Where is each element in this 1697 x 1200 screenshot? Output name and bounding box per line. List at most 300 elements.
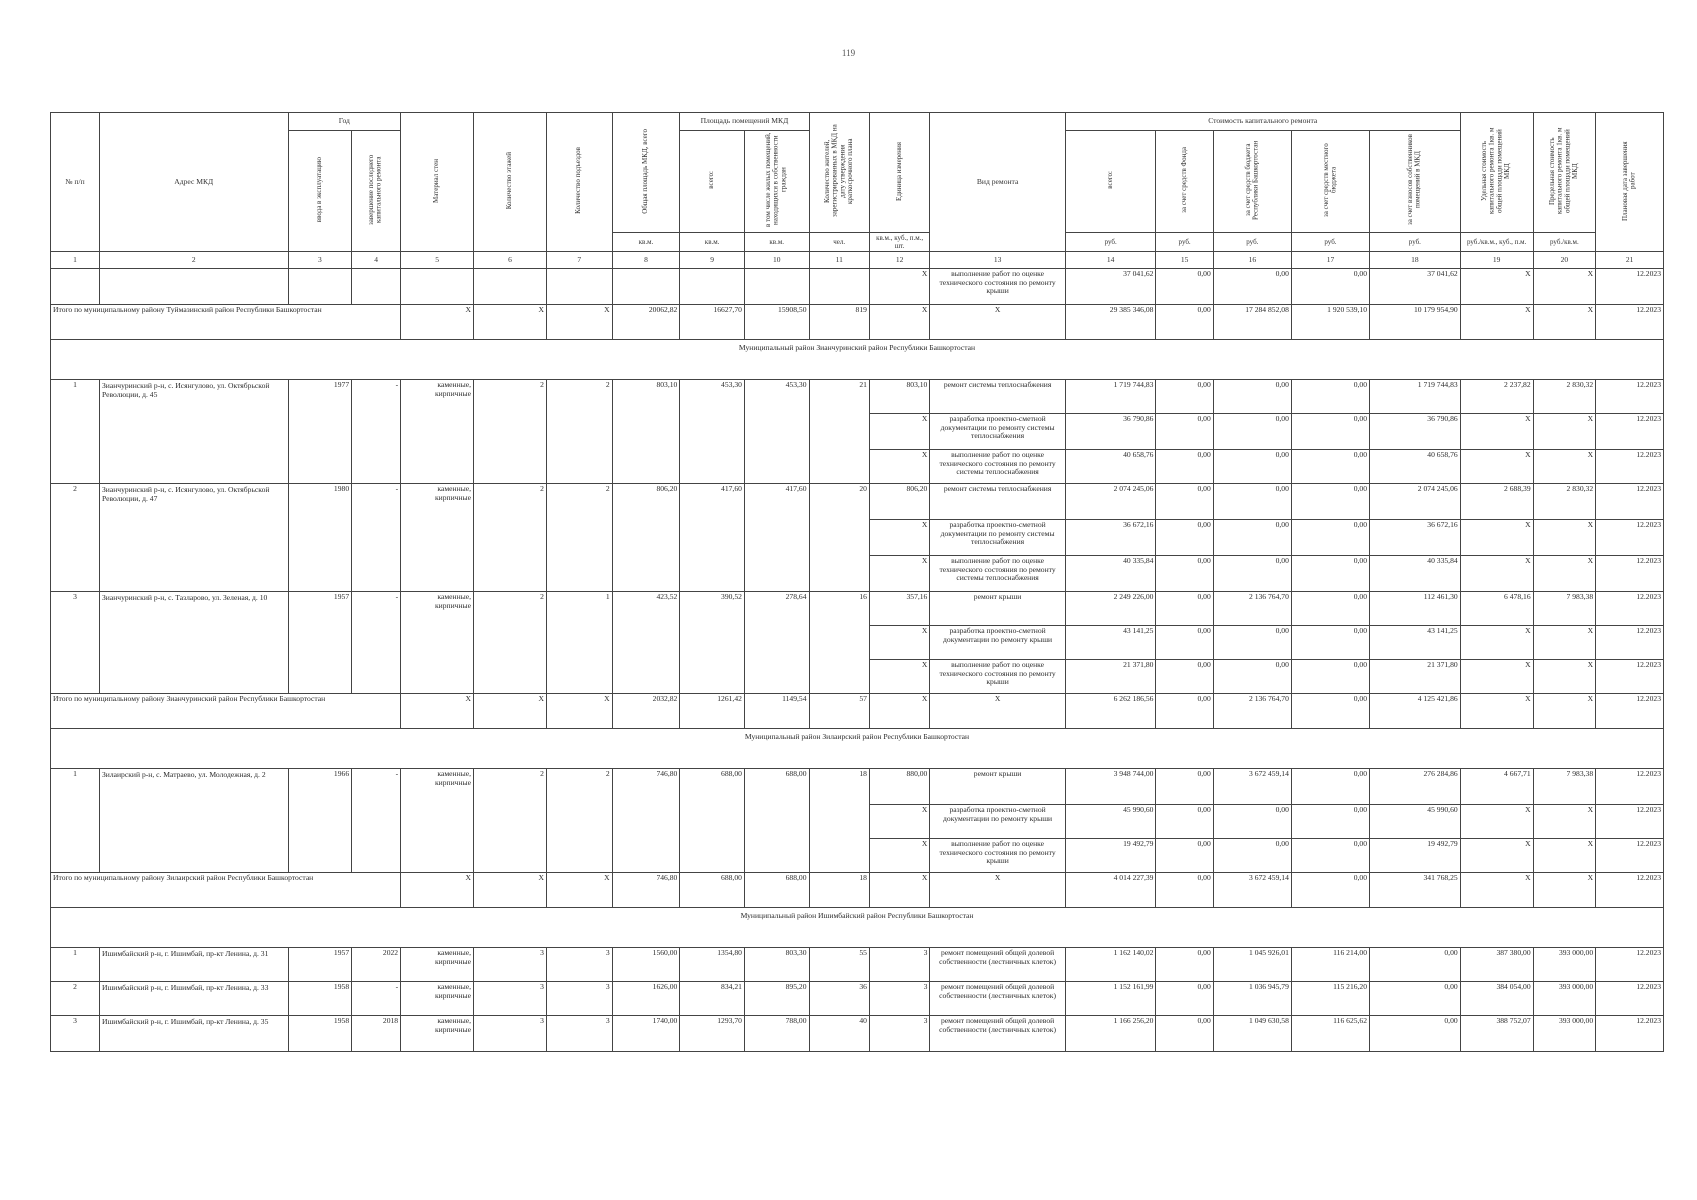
cell-residents: 16 (809, 591, 869, 693)
cell-repair-type: выполнение работ по оценке технического состояния по ремонту крыши (930, 268, 1065, 304)
cell-year-commission: 1957 (288, 947, 352, 981)
cell-cost-fund: 0,00 (1156, 625, 1213, 659)
cell-premises-living: 788,00 (744, 1015, 809, 1051)
cell-x: X (546, 304, 612, 339)
cell-address: Ишимбайский р-н, г. Ишимбай, пр-кт Ленина, д. 33 (99, 981, 288, 1015)
cell-unit-qty: X (869, 804, 929, 838)
cell-cost-fund: 0,00 (1156, 659, 1213, 693)
cell-cost-total: 3 948 744,00 (1065, 768, 1156, 804)
cell-x: X (401, 693, 474, 728)
cell-floors: 3 (474, 981, 547, 1015)
cell-premises-living: 417,60 (744, 483, 809, 591)
header-limit-cost: Предельная стоимость капитального ремонта 1кв. м общей площади помещений МКД (1533, 113, 1596, 233)
cell-cost-fund: 0,00 (1156, 872, 1213, 907)
cell-date: 12.2023 (1596, 1015, 1664, 1051)
cell-repair-type: X (930, 304, 1065, 339)
cell-repair-type: ремонт системы теплоснабжения (930, 483, 1065, 519)
cell-specific-cost: 6 478,16 (1460, 591, 1533, 625)
col-number: 17 (1291, 251, 1369, 268)
cell-unit-qty: X (869, 555, 929, 591)
cell-cost-fund: 0,00 (1156, 838, 1213, 872)
cell-year-last-repair: - (352, 379, 401, 483)
header-cost-owners: за счет взносов собственников помещений в МКД (1370, 131, 1461, 233)
cell-repair-type: выполнение работ по оценке технического состояния по ремонту крыши (930, 838, 1065, 872)
cell-cost-rb: 0,00 (1213, 413, 1291, 449)
unit-c15: руб. (1156, 232, 1213, 251)
cell-cost-total: 40 335,84 (1065, 555, 1156, 591)
unit-c14: руб. (1065, 232, 1156, 251)
subtotal-label: Итого по муниципальному району Зианчуринский район Республики Башкортостан (51, 693, 401, 728)
cell-x: X (546, 872, 612, 907)
cell-residents: 20 (809, 483, 869, 591)
cell-cost-local: 0,00 (1291, 804, 1369, 838)
header-residents: Количество жителей, зарегистрированных в МКД на дату утверждения краткосрочного плана (809, 113, 869, 233)
cell-cost-owners: 0,00 (1370, 1015, 1461, 1051)
cell-year-last-repair: - (352, 483, 401, 591)
cell-cost-fund: 0,00 (1156, 483, 1213, 519)
cell-unit-qty: 357,16 (869, 591, 929, 625)
cell-wall-material: каменные, кирпичные (401, 379, 474, 483)
cell-cost-local: 0,00 (1291, 768, 1369, 804)
cell-repair-type: ремонт крыши (930, 591, 1065, 625)
cell-residents: 55 (809, 947, 869, 981)
cell-unit-qty: 3 (869, 947, 929, 981)
cell-cost-owners: 36 790,86 (1370, 413, 1461, 449)
cell-cost-owners: 40 658,76 (1370, 449, 1461, 483)
cell-cost-rb: 17 284 852,08 (1213, 304, 1291, 339)
header-floors: Количество этажей (474, 113, 547, 252)
cell-repair-type: разработка проектно-сметной документации по ремонту крыши (930, 625, 1065, 659)
cell-total-area: 746,80 (612, 768, 680, 872)
cell-cost-fund: 0,00 (1156, 804, 1213, 838)
cell-total-area: 1626,00 (612, 981, 680, 1015)
cell-residents: 819 (809, 304, 869, 339)
cell-residents: 21 (809, 379, 869, 483)
cell-repair-type: разработка проектно-сметной документации по ремонту системы теплоснабжения (930, 413, 1065, 449)
cell-cost-fund: 0,00 (1156, 379, 1213, 413)
cell-cost-local: 0,00 (1291, 625, 1369, 659)
table-row (51, 268, 1664, 304)
cell-residents: 36 (809, 981, 869, 1015)
col-number: 10 (744, 251, 809, 268)
cell-premises-living: 895,20 (744, 981, 809, 1015)
cell-floors: 3 (474, 947, 547, 981)
cell-year-commission: 1958 (288, 1015, 352, 1051)
cell-cost-local: 0,00 (1291, 872, 1369, 907)
cell-limit-cost: X (1533, 304, 1596, 339)
cell-x: X (474, 304, 547, 339)
cell-cost-rb: 0,00 (1213, 838, 1291, 872)
cell-limit-cost: X (1533, 872, 1596, 907)
cell-cost-rb: 0,00 (1213, 659, 1291, 693)
col-number: 1 (51, 251, 100, 268)
cell-cost-total: 1 152 161,99 (1065, 981, 1156, 1015)
cell-limit-cost: 7 983,38 (1533, 768, 1596, 804)
cell-cost-rb: 3 672 459,14 (1213, 768, 1291, 804)
cell-no: 3 (51, 1015, 100, 1051)
col-number: 3 (288, 251, 352, 268)
cell-cost-rb: 2 136 764,70 (1213, 591, 1291, 625)
cell-cost-rb: 0,00 (1213, 519, 1291, 555)
header-entrances: Количество подъездов (546, 113, 612, 252)
col-number: 14 (1065, 251, 1156, 268)
cell-specific-cost: X (1460, 268, 1533, 304)
cell-cost-rb: 0,00 (1213, 555, 1291, 591)
subtotal-label: Итого по муниципальному району Туймазинский район Республики Башкортостан (51, 304, 401, 339)
column-number-row (51, 251, 1664, 268)
cell-total-area: 1560,00 (612, 947, 680, 981)
cell-cost-total: 1 166 256,20 (1065, 1015, 1156, 1051)
cell-no: 1 (51, 947, 100, 981)
header-year-last-repair: завершение последнего капитального ремонта (352, 131, 401, 252)
subtotal-row (51, 304, 1664, 339)
header-repair-type: Вид ремонта (930, 113, 1065, 252)
cell-year-last-repair: - (352, 591, 401, 693)
cell-cost-owners: 341 768,25 (1370, 872, 1461, 907)
cell-cost-owners: 0,00 (1370, 981, 1461, 1015)
cell-floors: 2 (474, 591, 547, 693)
cell-address: Зианчуринский р-н, с. Исянгулово, ул. Октябрьской Революции, д. 45 (99, 379, 288, 483)
cell-specific-cost: 388 752,07 (1460, 1015, 1533, 1051)
unit-c17: руб. (1291, 232, 1369, 251)
col-number: 18 (1370, 251, 1461, 268)
cell-entrances: 3 (546, 947, 612, 981)
cell-repair-type: ремонт системы теплоснабжения (930, 379, 1065, 413)
cell-x: X (401, 872, 474, 907)
cell-cost-local: 1 920 539,10 (1291, 304, 1369, 339)
cell-unit-qty: X (869, 268, 929, 304)
cell-year-commission: 1957 (288, 591, 352, 693)
cell-cost-local: 0,00 (1291, 379, 1369, 413)
cell-no: 2 (51, 483, 100, 591)
cell-floors: 2 (474, 768, 547, 872)
cell-premises-living: 688,00 (744, 872, 809, 907)
cell-total-area: 1740,00 (612, 1015, 680, 1051)
cell-unit-qty: X (869, 838, 929, 872)
cell-date: 12.2023 (1596, 804, 1664, 838)
header-premises-total: всего: (680, 131, 745, 233)
header-year-commission: ввода в эксплуатацию (288, 131, 352, 252)
cell-specific-cost: X (1460, 625, 1533, 659)
cell-date: 12.2023 (1596, 981, 1664, 1015)
cell-cost-total: 40 658,76 (1065, 449, 1156, 483)
cell-specific-cost: X (1460, 413, 1533, 449)
cell-premises-living: 453,30 (744, 379, 809, 483)
cell-entrances: 2 (546, 379, 612, 483)
cell-date: 12.2023 (1596, 413, 1664, 449)
cell-cost-fund: 0,00 (1156, 981, 1213, 1015)
table-header (51, 113, 1664, 269)
cell-premises-living: 688,00 (744, 768, 809, 872)
cell-cost-rb: 2 136 764,70 (1213, 693, 1291, 728)
cell-address: Зилаирский р-н, с. Матраево, ул. Молодежная, д. 2 (99, 768, 288, 872)
cell-premises-total: 16627,70 (680, 304, 745, 339)
cell-unit-qty: X (869, 304, 929, 339)
cell-cost-rb: 1 049 630,58 (1213, 1015, 1291, 1051)
cell-cost-fund: 0,00 (1156, 304, 1213, 339)
cell-cost-total: 36 672,16 (1065, 519, 1156, 555)
cell-cost-total: 4 014 227,39 (1065, 872, 1156, 907)
col-number: 20 (1533, 251, 1596, 268)
cell-unit-qty: X (869, 693, 929, 728)
cell-cost-rb: 0,00 (1213, 483, 1291, 519)
cell-cost-local: 0,00 (1291, 659, 1369, 693)
cell-cost-total: 29 385 346,08 (1065, 304, 1156, 339)
unit-c19: руб./кв.м., куб., п.м. (1460, 232, 1533, 251)
unit-c10: кв.м. (744, 232, 809, 251)
cell-cost-owners: 4 125 421,86 (1370, 693, 1461, 728)
cell-cost-fund: 0,00 (1156, 1015, 1213, 1051)
cell-cost-rb: 0,00 (1213, 449, 1291, 483)
section-title: Муниципальный район Ишимбайский район Республики Башкортостан (51, 907, 1664, 947)
table-row (51, 379, 1664, 413)
cell-premises-total: 417,60 (680, 483, 745, 591)
cell-cost-owners: 2 074 245,06 (1370, 483, 1461, 519)
section-row (51, 728, 1664, 768)
cell-floors: 3 (474, 1015, 547, 1051)
col-number: 7 (546, 251, 612, 268)
cell-cost-local: 0,00 (1291, 519, 1369, 555)
unit-c16: руб. (1213, 232, 1291, 251)
cell-premises-total: 390,52 (680, 591, 745, 693)
cell-limit-cost: X (1533, 693, 1596, 728)
cell-wall-material: каменные, кирпичные (401, 591, 474, 693)
unit-c20: руб./кв.м. (1533, 232, 1596, 251)
cell-cost-total: 21 371,80 (1065, 659, 1156, 693)
table-row (51, 768, 1664, 804)
cell-cost-local: 115 216,20 (1291, 981, 1369, 1015)
header-cost-fund: за счет средств Фонда (1156, 131, 1213, 233)
col-number: 6 (474, 251, 547, 268)
cell-unit-qty: X (869, 413, 929, 449)
cell-cost-local: 0,00 (1291, 413, 1369, 449)
cell-cost-owners: 37 041,62 (1370, 268, 1461, 304)
cell-date: 12.2023 (1596, 268, 1664, 304)
col-number: 8 (612, 251, 680, 268)
cell-entrances: 3 (546, 1015, 612, 1051)
cell-cost-rb: 0,00 (1213, 804, 1291, 838)
header-cost-group: Стоимость капитального ремонта (1065, 113, 1460, 131)
cell-unit-qty: X (869, 872, 929, 907)
cell-cost-owners: 276 284,86 (1370, 768, 1461, 804)
cell-cost-owners: 36 672,16 (1370, 519, 1461, 555)
cell-cost-total: 45 990,60 (1065, 804, 1156, 838)
col-number: 9 (680, 251, 745, 268)
cell-limit-cost: 393 000,00 (1533, 981, 1596, 1015)
cell-cost-total: 1 162 140,02 (1065, 947, 1156, 981)
capital-repair-plan-table (50, 112, 1664, 1052)
cell-premises-living: 15908,50 (744, 304, 809, 339)
cell-cost-total: 19 492,79 (1065, 838, 1156, 872)
cell-premises-living: 803,30 (744, 947, 809, 981)
cell-cost-owners: 19 492,79 (1370, 838, 1461, 872)
cell-cost-fund: 0,00 (1156, 449, 1213, 483)
cell-specific-cost: X (1460, 872, 1533, 907)
cell-floors: 2 (474, 483, 547, 591)
cell-limit-cost: X (1533, 268, 1596, 304)
cell-specific-cost: 4 667,71 (1460, 768, 1533, 804)
cell-premises-living: 278,64 (744, 591, 809, 693)
cell-address: Ишимбайский р-н, г. Ишимбай, пр-кт Ленина, д. 35 (99, 1015, 288, 1051)
cell-unit-qty: 3 (869, 1015, 929, 1051)
table-row (51, 483, 1664, 519)
cell-limit-cost: X (1533, 838, 1596, 872)
cell-entrances: 2 (546, 768, 612, 872)
col-number: 21 (1596, 251, 1664, 268)
cell-year-last-repair: 2022 (352, 947, 401, 981)
cell-premises-total: 688,00 (680, 872, 745, 907)
cell-premises-total: 688,00 (680, 768, 745, 872)
cell-premises-total: 1261,42 (680, 693, 745, 728)
cell-limit-cost: X (1533, 413, 1596, 449)
cell-total-area: 803,10 (612, 379, 680, 483)
header-cost-local: за счет средств местного бюджета (1291, 131, 1369, 233)
col-number: 19 (1460, 251, 1533, 268)
cell-premises-total: 453,30 (680, 379, 745, 483)
header-cost-rb: за счет средств бюджета Республики Башкортостан (1213, 131, 1291, 233)
header-planned-date: Плановая дата завершения работ (1596, 113, 1664, 252)
cell-date: 12.2023 (1596, 304, 1664, 339)
cell-year-last-repair: 2018 (352, 1015, 401, 1051)
cell-cost-rb: 1 045 926,01 (1213, 947, 1291, 981)
cell-date: 12.2023 (1596, 693, 1664, 728)
cell-limit-cost: X (1533, 804, 1596, 838)
cell-floors: 2 (474, 379, 547, 483)
section-title: Муниципальный район Зианчуринский район Республики Башкортостан (51, 339, 1664, 379)
col-number: 5 (401, 251, 474, 268)
cell-cost-fund: 0,00 (1156, 947, 1213, 981)
header-cost-total: всего: (1065, 131, 1156, 233)
cell-wall-material: каменные, кирпичные (401, 768, 474, 872)
cell-specific-cost: 2 237,82 (1460, 379, 1533, 413)
header-unit: Единица измерения (869, 113, 929, 233)
cell-cost-rb: 0,00 (1213, 268, 1291, 304)
header-address: Адрес МКД (99, 113, 288, 252)
cell-specific-cost: X (1460, 804, 1533, 838)
header-premises-group: Площадь помещений МКД (680, 113, 809, 131)
cell-cost-fund: 0,00 (1156, 591, 1213, 625)
cell-limit-cost: X (1533, 659, 1596, 693)
subtotal-row (51, 872, 1664, 907)
cell-no: 3 (51, 591, 100, 693)
cell-premises-total: 1354,80 (680, 947, 745, 981)
cell-residents: 57 (809, 693, 869, 728)
cell-specific-cost: X (1460, 838, 1533, 872)
col-number: 2 (99, 251, 288, 268)
section-row (51, 907, 1664, 947)
cell-unit-qty: X (869, 519, 929, 555)
table-row (51, 981, 1664, 1015)
cell-repair-type: разработка проектно-сметной документации по ремонту крыши (930, 804, 1065, 838)
cell-premises-total: 834,21 (680, 981, 745, 1015)
cell-cost-owners: 43 141,25 (1370, 625, 1461, 659)
cell-unit-qty: 880,00 (869, 768, 929, 804)
cell-total-area: 20062,82 (612, 304, 680, 339)
cell-total-area: 806,20 (612, 483, 680, 591)
cell-total-area: 423,52 (612, 591, 680, 693)
header-wall-material: Материал стен (401, 113, 474, 252)
cell-cost-rb: 0,00 (1213, 625, 1291, 659)
table-row (51, 1015, 1664, 1051)
unit-c11: чел. (809, 232, 869, 251)
cell-specific-cost: X (1460, 555, 1533, 591)
cell-cost-local: 0,00 (1291, 838, 1369, 872)
cell-cost-local: 0,00 (1291, 268, 1369, 304)
cell-cost-total: 1 719 744,83 (1065, 379, 1156, 413)
cell-cost-local: 0,00 (1291, 693, 1369, 728)
cell-address: Ишимбайский р-н, г. Ишимбай, пр-кт Ленина, д. 31 (99, 947, 288, 981)
cell-premises-total: 1293,70 (680, 1015, 745, 1051)
cell-limit-cost: 2 830,32 (1533, 379, 1596, 413)
cell-cost-fund: 0,00 (1156, 555, 1213, 591)
cell-premises-living: 1149,54 (744, 693, 809, 728)
section-row (51, 339, 1664, 379)
cell-no: 1 (51, 768, 100, 872)
cell-limit-cost: 393 000,00 (1533, 1015, 1596, 1051)
cell-limit-cost: 7 983,38 (1533, 591, 1596, 625)
cell-limit-cost: X (1533, 555, 1596, 591)
unit-c18: руб. (1370, 232, 1461, 251)
col-number: 4 (352, 251, 401, 268)
cell-repair-type: разработка проектно-сметной документации по ремонту системы теплоснабжения (930, 519, 1065, 555)
cell-residents: 18 (809, 768, 869, 872)
cell-cost-total: 6 262 186,56 (1065, 693, 1156, 728)
unit-c9: кв.м. (680, 232, 745, 251)
cell-specific-cost: 384 054,00 (1460, 981, 1533, 1015)
cell-year-commission: 1958 (288, 981, 352, 1015)
cell-repair-type: ремонт помещений общей долевой собственности (лестничных клеток) (930, 1015, 1065, 1051)
cell-limit-cost: X (1533, 625, 1596, 659)
cell-cost-fund: 0,00 (1156, 519, 1213, 555)
cell-unit-qty: X (869, 659, 929, 693)
cell-cost-rb: 0,00 (1213, 379, 1291, 413)
cell-date: 12.2023 (1596, 483, 1664, 519)
col-number: 11 (809, 251, 869, 268)
cell-total-area: 2032,82 (612, 693, 680, 728)
cell-specific-cost: X (1460, 693, 1533, 728)
cell-cost-total: 2 074 245,06 (1065, 483, 1156, 519)
cell-specific-cost: 2 688,39 (1460, 483, 1533, 519)
cell-cost-total: 36 790,86 (1065, 413, 1156, 449)
cell-entrances: 3 (546, 981, 612, 1015)
cell-cost-total: 43 141,25 (1065, 625, 1156, 659)
cell-cost-fund: 0,00 (1156, 693, 1213, 728)
cell-cost-local: 0,00 (1291, 591, 1369, 625)
cell-year-commission: 1980 (288, 483, 352, 591)
cell-cost-owners: 45 990,60 (1370, 804, 1461, 838)
cell-limit-cost: 393 000,00 (1533, 947, 1596, 981)
cell-cost-rb: 3 672 459,14 (1213, 872, 1291, 907)
cell-residents: 40 (809, 1015, 869, 1051)
cell-year-commission: 1977 (288, 379, 352, 483)
cell-cost-owners: 112 461,30 (1370, 591, 1461, 625)
page-number: 119 (841, 48, 856, 58)
cell-wall-material: каменные, кирпичные (401, 981, 474, 1015)
cell-entrances: 2 (546, 483, 612, 591)
cell-x: X (474, 693, 547, 728)
cell-cost-local: 0,00 (1291, 483, 1369, 519)
section-title: Муниципальный район Зилаирский район Республики Башкортостан (51, 728, 1664, 768)
cell-repair-type: ремонт помещений общей долевой собственности (лестничных клеток) (930, 981, 1065, 1015)
cell-date: 12.2023 (1596, 872, 1664, 907)
cell-date: 12.2023 (1596, 838, 1664, 872)
cell-address: Зианчуринский р-н, с. Тазларово, ул. Зеленая, д. 10 (99, 591, 288, 693)
cell-wall-material: каменные, кирпичные (401, 483, 474, 591)
col-number: 12 (869, 251, 929, 268)
cell-year-last-repair: - (352, 981, 401, 1015)
cell-specific-cost: X (1460, 519, 1533, 555)
cell-cost-owners: 40 335,84 (1370, 555, 1461, 591)
